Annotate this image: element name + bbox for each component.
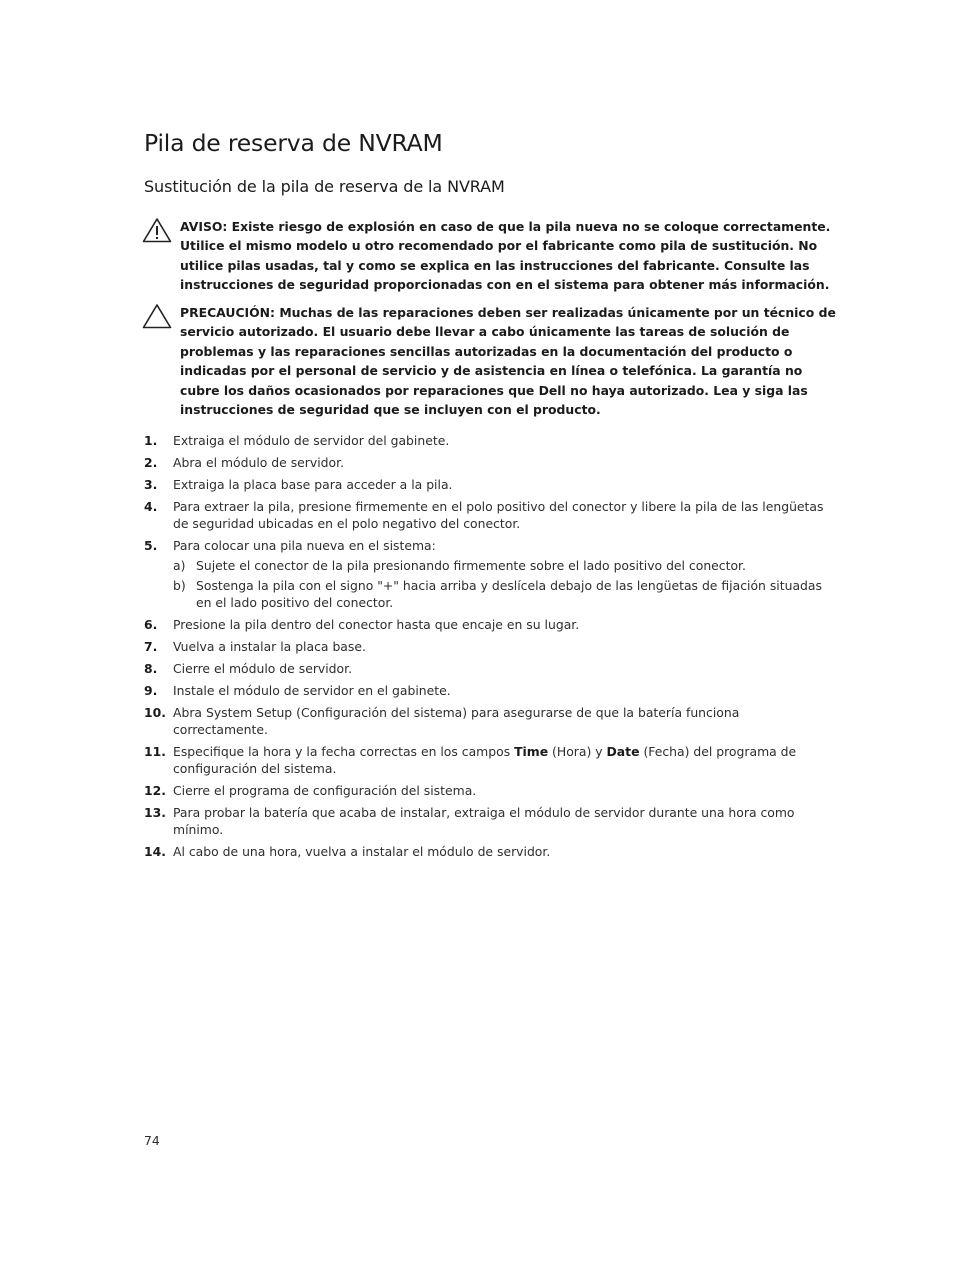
list-item bbox=[144, 804, 834, 838]
step-text: Cierre el módulo de servidor. bbox=[173, 661, 353, 676]
step-text: Al cabo de una hora, vuelva a instalar el módulo de servidor. bbox=[173, 844, 551, 859]
warning-text: AVISO: Existe riesgo de explosión en caso de que la pila nueva no se coloque correctamente. Utilice el mismo modelo u otro recomendado por el fabricante como pila de sustitución. No utilice pilas usadas, tal y como se explica en las instrucciones del fabricante. Consulte las instrucciones de seguridad proporcionadas con en el sistema para obtener más información. bbox=[180, 219, 831, 293]
step-text: Para probar la batería que acaba de instalar, extraiga el módulo de servidor durante una hora como mínimo. bbox=[173, 805, 795, 837]
sub-step-letter: b) bbox=[173, 578, 186, 593]
caution-notice bbox=[142, 303, 842, 421]
step-text: Vuelva a instalar la placa base. bbox=[173, 639, 366, 654]
list-item bbox=[144, 432, 834, 449]
step-number: 10. bbox=[144, 705, 166, 720]
step-text: Abra System Setup (Configuración del sistema) para asegurarse de que la batería funciona correctamente. bbox=[173, 705, 740, 737]
step-text: Instale el módulo de servidor en el gabinete. bbox=[173, 683, 451, 698]
list-item bbox=[144, 638, 834, 655]
step-number: 1. bbox=[144, 433, 158, 448]
step-number: 13. bbox=[144, 805, 166, 820]
step-number: 14. bbox=[144, 844, 166, 859]
list-item bbox=[144, 843, 834, 860]
warning-icon bbox=[142, 217, 172, 243]
step-text: Presione la pila dentro del conector hasta que encaje en su lugar. bbox=[173, 617, 580, 632]
step-text: Extraiga el módulo de servidor del gabinete. bbox=[173, 433, 450, 448]
step-number: 11. bbox=[144, 744, 166, 759]
step-text: Extraiga la placa base para acceder a la pila. bbox=[173, 477, 453, 492]
list-item bbox=[144, 454, 834, 471]
warning-notice bbox=[142, 217, 842, 295]
step-number: 6. bbox=[144, 617, 158, 632]
step-number: 4. bbox=[144, 499, 158, 514]
list-item bbox=[144, 743, 834, 777]
step-text: Para extraer la pila, presione firmemente en el polo positivo del conector y libere la pila de las lengüetas de seguridad ubicadas en el polo negativo del conector. bbox=[173, 499, 824, 531]
list-item bbox=[144, 682, 834, 699]
sub-list-item bbox=[173, 557, 834, 574]
step-number: 9. bbox=[144, 683, 158, 698]
sub-step-letter: a) bbox=[173, 558, 186, 573]
sub-list-item bbox=[173, 577, 834, 611]
list-item bbox=[144, 537, 834, 611]
procedure-steps bbox=[144, 432, 834, 865]
section-heading: Sustitución de la pila de reserva de la NVRAM bbox=[144, 177, 505, 196]
list-item bbox=[144, 616, 834, 633]
page-number: 74 bbox=[144, 1133, 160, 1148]
step-number: 12. bbox=[144, 783, 166, 798]
caution-icon bbox=[142, 303, 172, 329]
list-item bbox=[144, 498, 834, 532]
step-text: Para colocar una pila nueva en el sistema: bbox=[173, 538, 436, 553]
page-title: Pila de reserva de NVRAM bbox=[144, 129, 443, 157]
step-text-part: (Fecha) del programa de configuración del sistema. bbox=[173, 744, 797, 776]
step-number: 2. bbox=[144, 455, 158, 470]
step-number: 8. bbox=[144, 661, 158, 676]
step-text: Cierre el programa de configuración del sistema. bbox=[173, 783, 477, 798]
sub-steps bbox=[173, 557, 834, 611]
step-text: Abra el módulo de servidor. bbox=[173, 455, 345, 470]
field-name-date: Date bbox=[606, 744, 640, 759]
step-text-part: Especifique la hora y la fecha correctas en los campos bbox=[173, 744, 515, 759]
list-item bbox=[144, 782, 834, 799]
sub-step-text: Sujete el conector de la pila presionando firmemente sobre el lado positivo del conector. bbox=[196, 558, 746, 573]
step-number: 3. bbox=[144, 477, 158, 492]
sub-step-text: Sostenga la pila con el signo "+" hacia arriba y deslícela debajo de las lengüetas de fijación situadas en el lado positivo del conector. bbox=[196, 578, 822, 610]
step-text-part: (Hora) y bbox=[548, 744, 607, 759]
caution-text: PRECAUCIÓN: Muchas de las reparaciones deben ser realizadas únicamente por un técnico de servicio autorizado. El usuario debe llevar a cabo únicamente las tareas de solución de problemas y las reparaciones sencillas autorizadas en la documentación del producto o indicadas por el personal de servicio y de asistencia en línea o telefónica. La garantía no cubre los daños ocasionados por reparaciones que Dell no haya autorizado. Lea y siga las instrucciones de seguridad que se incluyen con el producto. bbox=[180, 305, 836, 418]
list-item bbox=[144, 660, 834, 677]
step-number: 5. bbox=[144, 538, 158, 553]
list-item bbox=[144, 476, 834, 493]
field-name-time: Time bbox=[514, 744, 549, 759]
list-item bbox=[144, 704, 834, 738]
step-number: 7. bbox=[144, 639, 158, 654]
